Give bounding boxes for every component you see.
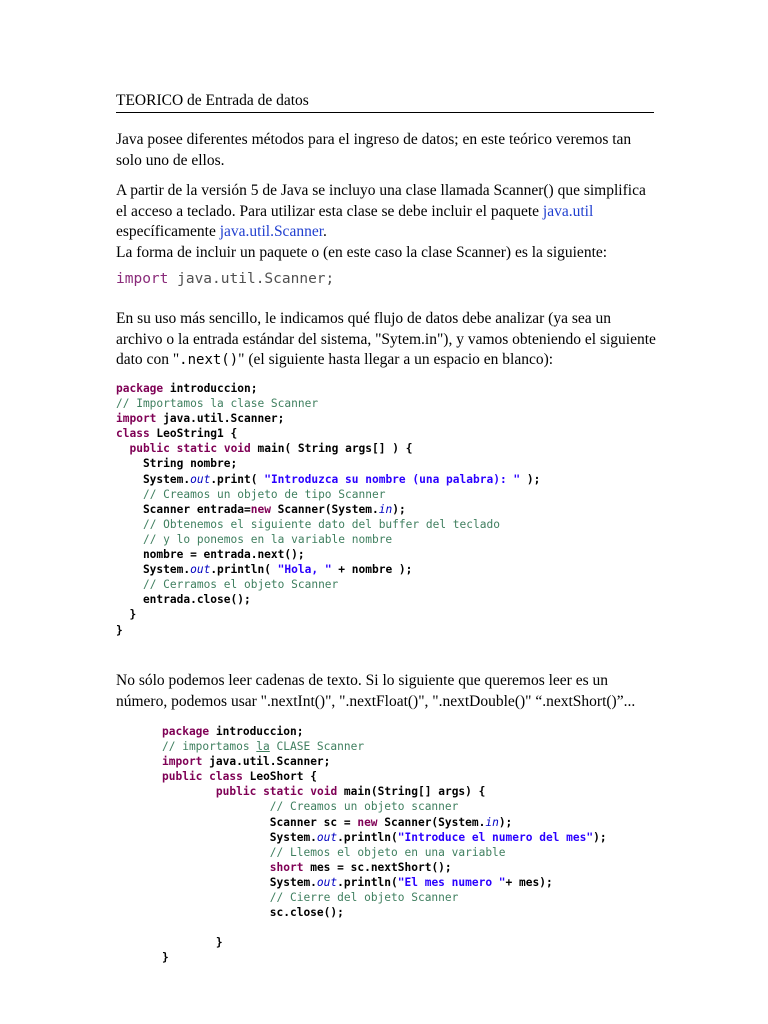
code-line [116,517,540,532]
code-token: .println( [210,563,278,577]
code-token: Scanner(System. [270,502,379,516]
import-keyword: import [116,271,169,287]
code-token: + nombre ); [331,563,413,577]
usage-text-after: " (el siguiente hasta llegar a un espacio en blanco): [238,351,554,368]
code-token: CLASE Scanner [269,740,365,754]
code-line [116,502,540,517]
code-token: in [485,815,499,829]
code-token: import [116,412,157,426]
code-token: System. [116,563,191,577]
code-token: ); [593,830,607,844]
code-token [162,891,270,904]
code-token: main( String args[] ) { [250,442,413,456]
code-token: public [162,770,203,784]
code-token [170,442,177,455]
code-token: Scanner sc = [162,815,358,829]
code-token [116,578,143,591]
code-token [116,518,143,531]
code-line [162,830,607,845]
code-token: void [223,442,251,456]
code-token: System. [116,472,191,486]
import-path: java.util.Scanner; [168,271,335,287]
code-line [162,890,607,905]
code-token: // importamos [162,740,257,754]
code-line [116,381,540,396]
code-token: import [162,755,203,769]
code-token: mes = sc.nextShort(); [303,860,452,874]
code-token: new [250,502,271,516]
usage-paragraph [116,309,656,371]
code-line [116,592,540,607]
scanner-text-before: A partir de la versión 5 de Java se incluyo una clase llamada Scanner() que simplifica el acceso a teclado. Para utilizar esta clase se debe incluir el paquete [116,182,646,220]
code-token: // Creamos un objeto de tipo Scanner [142,487,386,501]
code-token: "Introduzca su nombre (una palabra): " [264,472,521,486]
code-line [116,532,540,547]
code-token: .println( [337,875,398,889]
include-paragraph: La forma de incluir un paquete o (en este caso la clase Scanner) es la siguiente: [116,244,608,261]
code-line [162,724,607,739]
code-token: } [116,608,137,622]
code-token: java.util.Scanner; [156,412,285,426]
intro-paragraph: Java posee diferentes métodos para el ingreso de datos; en este teórico veremos tan solo uno de ellos. [116,131,632,169]
code-token: // Cierre del objeto Scanner [269,891,459,905]
code-line [116,623,540,638]
code-token: void [310,785,338,799]
code-line [116,487,540,502]
next-method-code: .next() [179,352,239,368]
code-token: } [116,623,123,637]
code-token: "El mes numero " [397,875,506,889]
java-util-scanner-link[interactable]: java.util.Scanner [219,223,324,240]
code-token: out [190,563,211,577]
code-token: // Llemos el objeto en una variable [269,845,506,859]
code-token: package [116,382,164,395]
scanner-text-after: . [323,223,327,240]
scanner-paragraph [116,181,656,243]
code-line [162,860,607,875]
code-token: package [162,725,210,738]
code-line [162,920,607,935]
code-token: System. [162,830,317,844]
code-line [116,547,540,562]
code-token [162,800,270,813]
code-token: short [269,860,304,874]
code-token: .print( [210,472,265,486]
code-token: ); [392,502,406,516]
code-token: ); [520,472,541,486]
code-line [116,607,540,622]
code-token: // Cerramos el objeto Scanner [142,578,339,592]
code-token [162,846,270,859]
code-token: // Importamos la clase Scanner [116,397,319,411]
code-token: la [256,740,270,754]
code-line [116,441,540,456]
scanner-text-middle: específicamente [116,223,220,240]
numbers-paragraph: No sólo podemos leer cadenas de texto. Si lo siguiente que queremos leer es un número, podemos usar ".nextInt()", ".nextFloat()", ".nextDouble()" “.nextShort()”... [116,672,636,710]
code-line [116,472,540,487]
code-token: main(String[] args) { [337,785,486,799]
code-line [162,905,607,920]
code-token: introduccion; [163,382,258,395]
code-token: static [263,785,304,799]
code-token [162,861,270,874]
page-title: TEORICO de Entrada de datos [116,91,654,113]
code-token: out [316,875,338,889]
java-util-link[interactable]: java.util [542,202,594,220]
code-token: .println( [337,830,398,844]
import-statement [116,271,334,287]
code-line [162,950,607,965]
usage-text-before: En su uso más sencillo, le indicamos qué flujo de datos debe analizar (ya sea un archivo o la entrada estándar del sistema, "Sytem.in"), y vamos obteniendo el siguiente dato con " [116,310,656,368]
code-token: } [162,936,223,950]
code-token: "Hola, " [277,563,332,577]
code-token: java.util.Scanner; [202,755,331,769]
code-token: LeoShort { [242,770,317,784]
code-token: LeoString1 { [149,427,238,441]
code-token: Scanner entrada= [116,502,251,516]
code-token: sc.close(); [162,906,344,920]
code-line [162,754,607,769]
code-token [116,442,129,455]
code-line [162,845,607,860]
code-line [116,411,540,426]
code-token: String nombre; [116,457,238,471]
code-token: out [190,472,211,486]
code-token [116,488,143,501]
code-token: // Creamos un objeto scanner [269,800,459,814]
code-token: "Introduce el numero del mes" [397,830,594,844]
code-token [116,533,143,546]
code-line [116,456,540,471]
code-token: static [176,442,218,456]
code-token: class [116,427,150,441]
code-token: new [357,815,378,829]
code-line [162,875,607,890]
code-line [116,562,540,577]
code-token [162,785,216,798]
code-block-leoshort [162,724,607,966]
code-token: public [129,442,170,456]
code-line [162,784,607,799]
code-token: class [209,770,243,784]
code-token: out [316,830,338,844]
code-token: System. [162,875,317,889]
code-token: public [215,785,257,799]
code-token: Scanner(System. [377,815,486,829]
code-block-leostring [116,381,540,638]
code-line [116,426,540,441]
code-line [116,396,540,411]
code-token: nombre = entrada.next(); [116,548,305,562]
code-line [162,935,607,950]
code-token: ); [498,815,513,829]
code-line [116,577,540,592]
code-line [162,769,607,784]
code-token [217,442,224,455]
code-line [162,815,607,830]
code-token: in [378,502,393,516]
code-token: introduccion; [209,725,304,738]
code-line [162,739,607,754]
code-token: } [162,951,169,965]
code-token: + mes); [505,875,553,889]
code-line [162,799,607,814]
code-token: // y lo ponemos en la variable nombre [142,532,393,546]
code-token: // Obtenemos el siguiente dato del buffer del teclado [142,517,500,531]
code-token: entrada.close(); [116,593,251,607]
